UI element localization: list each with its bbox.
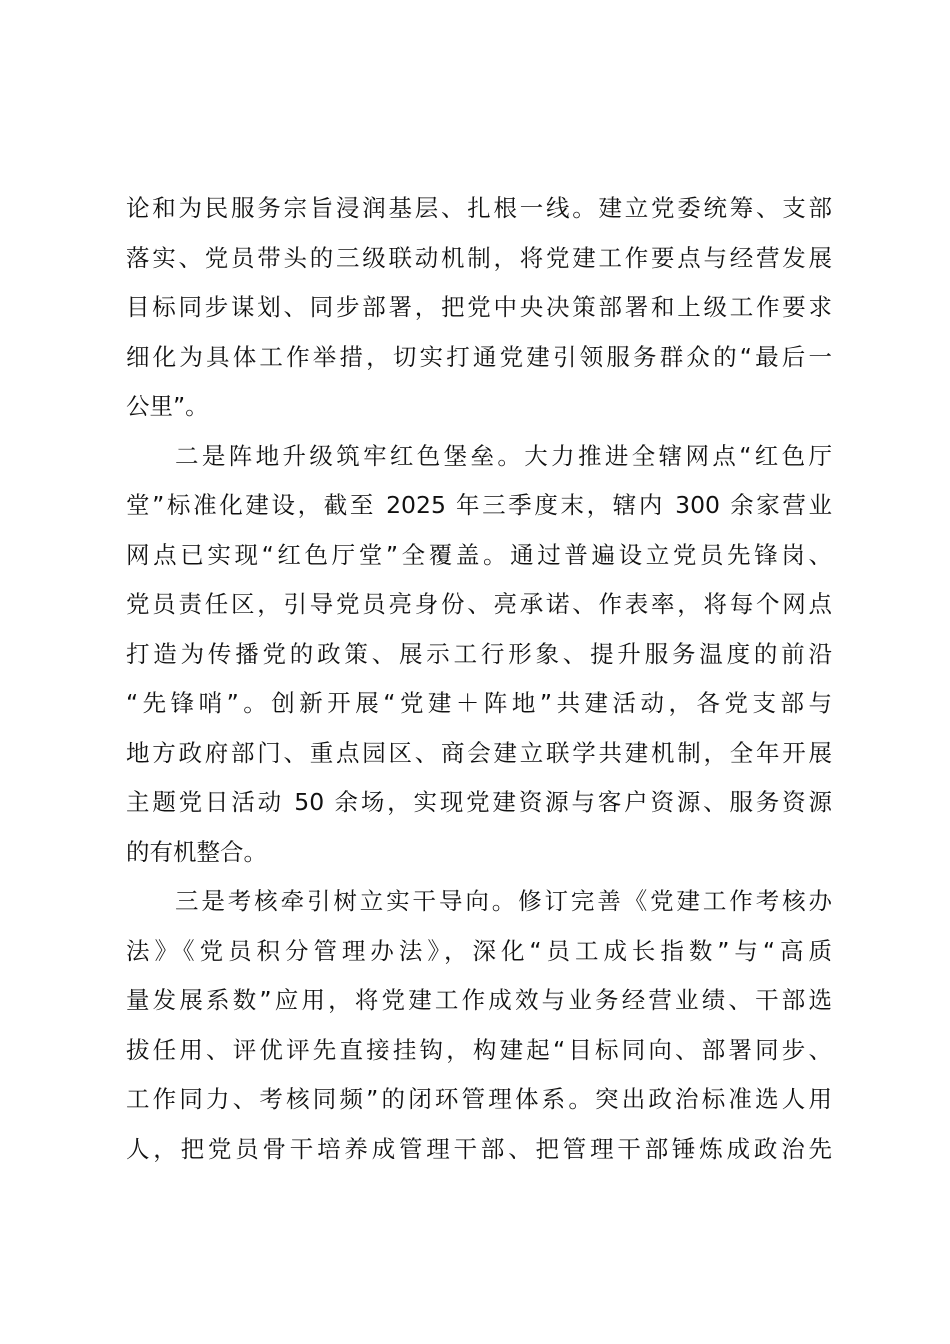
text-line: 工作同力、考核同频”的闭环管理体系。突出政治标准选人用 bbox=[126, 1085, 832, 1113]
paragraph-1-continued bbox=[126, 184, 832, 432]
document-page bbox=[126, 184, 832, 1174]
text-line-indented: 三是考核牵引树立实干导向。修订完善《党建工作考核办 bbox=[175, 887, 832, 915]
text-line: 网点已实现“红色厅堂”全覆盖。通过普遍设立党员先锋岗、 bbox=[126, 540, 832, 569]
text-line: “先锋哨”。创新开展“党建＋阵地”共建活动，各党支部与 bbox=[126, 689, 832, 717]
text-line: 人，把党员骨干培养成管理干部、把管理干部锤炼成政治先 bbox=[126, 1134, 832, 1163]
paragraph-2 bbox=[126, 432, 832, 878]
text-line: 地方政府部门、重点园区、商会建立联学共建机制，全年开展 bbox=[126, 738, 832, 767]
text-line: 细化为具体工作举措，切实打通党建引领服务群众的“最后一 bbox=[126, 342, 832, 371]
text-line: 法》《党员积分管理办法》，深化“员工成长指数”与“高质 bbox=[126, 936, 832, 965]
text-line: 主题党日活动 50 余场，实现党建资源与客户资源、服务资源 bbox=[126, 788, 832, 816]
text-line: 公里”。 bbox=[126, 392, 209, 420]
text-line: 拔任用、评优评先直接挂钩，构建起“目标同向、部署同步、 bbox=[126, 1035, 832, 1064]
text-line: 落实、党员带头的三级联动机制，将党建工作要点与经营发展 bbox=[126, 243, 832, 272]
paragraph-3 bbox=[126, 877, 832, 1174]
text-line-indented: 二是阵地升级筑牢红色堡垒。大力推进全辖网点“红色厅 bbox=[175, 441, 832, 470]
text-line: 党员责任区，引导党员亮身份、亮承诺、作表率，将每个网点 bbox=[126, 590, 832, 618]
text-line: 目标同步谋划、同步部署，把党中央决策部署和上级工作要求 bbox=[126, 293, 832, 321]
text-line: 量发展系数”应用，将党建工作成效与业务经营业绩、干部选 bbox=[126, 986, 832, 1014]
text-line: 打造为传播党的政策、展示工行形象、提升服务温度的前沿 bbox=[126, 639, 832, 668]
text-line: 堂”标准化建设，截至 2025 年三季度末，辖内 300 余家营业 bbox=[126, 491, 832, 519]
text-line: 的有机整合。 bbox=[126, 837, 267, 866]
text-line: 论和为民服务宗旨浸润基层、扎根一线。建立党委统筹、支部 bbox=[126, 194, 832, 222]
